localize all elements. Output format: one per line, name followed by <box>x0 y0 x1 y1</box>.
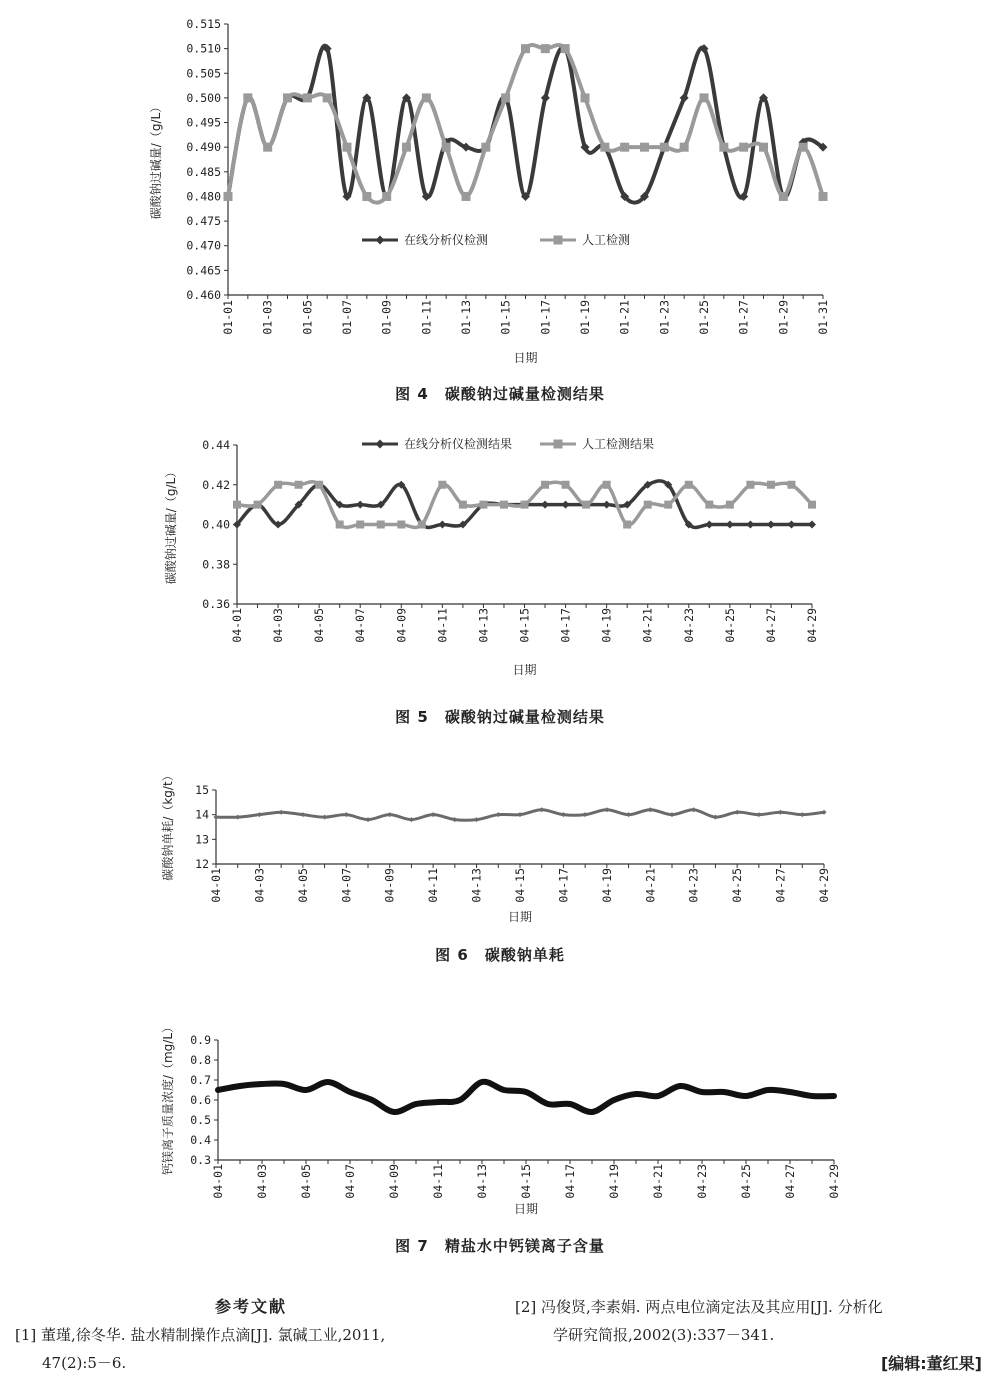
x-tick-label: 04-01 <box>230 608 244 643</box>
x-tick-label: 04-05 <box>295 868 310 903</box>
x-axis-label: 日期 <box>513 1202 539 1216</box>
y-tick-label: 0.7 <box>190 1073 211 1087</box>
caption-fig4: 图 4 碳酸钠过碱量检测结果 <box>395 385 605 403</box>
y-tick-label: 0.500 <box>186 90 221 105</box>
x-tick-label: 04-15 <box>519 1164 533 1199</box>
x-tick-label: 04-17 <box>563 1164 577 1199</box>
y-tick-label: 0.470 <box>186 238 221 253</box>
editor-note: [编辑:董红果] <box>880 1354 982 1373</box>
series-1 <box>218 1082 834 1112</box>
x-tick-label: 04-23 <box>686 868 701 903</box>
y-tick-label: 14 <box>195 807 209 822</box>
x-tick-label: 01-11 <box>419 300 434 335</box>
x-axis-label: 日期 <box>512 663 537 677</box>
y-tick-label: 0.505 <box>186 66 221 81</box>
x-tick-label: 04-27 <box>783 1164 797 1199</box>
x-tick-label: 01-15 <box>498 299 513 335</box>
y-axis-label: 碳酸钠过碱量/（g/L） <box>164 465 178 585</box>
x-tick-label: 04-17 <box>558 608 573 643</box>
y-axis-label: 碳酸钠单耗/（kg/t） <box>161 769 175 881</box>
y-tick-label: 0.465 <box>186 263 221 278</box>
x-tick-label: 01-27 <box>736 300 751 335</box>
reference-1-line-1: [1] 董瑾,徐冬华. 盐水精制操作点滴[J]. 氯碱工业,2011, <box>15 1326 386 1344</box>
x-tick-label: 04-05 <box>299 1164 313 1199</box>
caption-fig7: 图 7 精盐水中钙镁离子含量 <box>395 1237 605 1255</box>
x-tick-label: 04-21 <box>651 1164 665 1199</box>
x-tick-label: 01-13 <box>459 300 473 335</box>
y-tick-label: 0.4 <box>190 1133 211 1147</box>
x-tick-label: 01-09 <box>379 300 394 335</box>
x-tick-label: 04-09 <box>394 608 409 643</box>
x-tick-label: 04-07 <box>353 608 368 643</box>
x-tick-label: 04-17 <box>556 868 571 903</box>
x-tick-label: 04-07 <box>343 1164 357 1199</box>
x-tick-label: 01-03 <box>260 300 275 335</box>
x-tick-label: 04-11 <box>431 1164 445 1199</box>
y-axis-label: 碳酸钠过碱量/（g/L） <box>149 100 163 220</box>
x-tick-label: 01-01 <box>221 300 235 335</box>
legend-label: 在线分析仪检测 <box>404 233 489 247</box>
x-tick-label: 01-25 <box>697 300 711 335</box>
reference-2-line-2: 学研究简报,2002(3):337－341. <box>553 1326 775 1344</box>
x-tick-label: 04-11 <box>435 608 450 643</box>
x-tick-label: 04-09 <box>387 1164 401 1199</box>
x-tick-label: 04-25 <box>730 868 745 903</box>
reference-1-line-2: 47(2):5－6. <box>42 1354 127 1372</box>
y-tick-label: 0.42 <box>202 477 230 492</box>
y-tick-label: 0.44 <box>202 438 230 452</box>
legend-label: 人工检测 <box>582 233 631 247</box>
y-tick-label: 0.9 <box>190 1033 211 1047</box>
x-tick-label: 04-13 <box>475 1164 489 1199</box>
x-tick-label: 01-31 <box>816 300 830 335</box>
x-axis-label: 日期 <box>507 910 533 924</box>
y-tick-label: 12 <box>195 857 209 871</box>
x-tick-label: 04-27 <box>763 608 778 643</box>
legend-label: 人工检测结果 <box>582 437 655 451</box>
x-tick-label: 01-23 <box>657 300 672 335</box>
y-tick-label: 0.480 <box>186 189 221 204</box>
y-tick-label: 0.3 <box>190 1153 211 1167</box>
y-tick-label: 0.490 <box>186 140 221 155</box>
x-tick-label: 04-27 <box>773 868 788 903</box>
x-tick-label: 04-29 <box>827 1164 841 1199</box>
references-title: 参考文献 <box>215 1297 288 1316</box>
x-tick-label: 04-13 <box>469 868 484 903</box>
x-tick-label: 04-03 <box>271 608 286 643</box>
x-tick-label: 01-29 <box>776 300 791 335</box>
references-section <box>0 1290 1000 1395</box>
x-tick-label: 04-03 <box>255 1164 269 1199</box>
x-tick-label: 04-19 <box>599 868 614 903</box>
y-tick-label: 0.40 <box>202 517 230 532</box>
x-tick-label: 04-21 <box>643 868 658 903</box>
y-tick-label: 0.36 <box>202 597 230 611</box>
x-tick-label: 04-21 <box>640 608 655 643</box>
series-line <box>218 1082 834 1112</box>
x-tick-label: 04-09 <box>382 868 397 903</box>
y-tick-label: 0.460 <box>186 288 221 302</box>
x-tick-label: 04-11 <box>426 868 441 903</box>
x-tick-label: 04-13 <box>476 608 491 643</box>
y-tick-label: 0.485 <box>186 164 221 179</box>
x-tick-label: 04-01 <box>211 1164 225 1199</box>
y-axis-label: 钙镁离子质量浓度/（mg/L） <box>161 1020 175 1176</box>
x-tick-label: 01-21 <box>617 300 632 335</box>
y-tick-label: 0.475 <box>186 214 221 229</box>
x-tick-label: 04-23 <box>681 608 696 643</box>
y-tick-label: 13 <box>195 832 209 847</box>
caption-fig6: 图 6 碳酸钠单耗 <box>435 946 565 964</box>
x-tick-label: 04-23 <box>695 1164 709 1199</box>
x-tick-label: 01-05 <box>300 300 315 335</box>
x-tick-label: 04-25 <box>722 608 737 643</box>
x-tick-label: 04-07 <box>339 868 354 903</box>
x-tick-label: 04-19 <box>599 608 614 643</box>
y-tick-label: 0.6 <box>190 1093 211 1107</box>
x-tick-label: 04-01 <box>209 868 223 903</box>
x-tick-label: 01-07 <box>340 300 354 335</box>
x-tick-label: 04-29 <box>805 608 819 643</box>
y-tick-label: 0.515 <box>186 17 221 31</box>
x-tick-label: 04-19 <box>607 1164 621 1199</box>
x-tick-label: 04-25 <box>739 1164 753 1199</box>
reference-2-line-1: [2] 冯俊贤,李素娟. 两点电位滴定法及其应用[J]. 分析化 <box>515 1298 883 1316</box>
y-tick-label: 0.8 <box>190 1053 211 1067</box>
y-tick-label: 0.5 <box>190 1113 211 1127</box>
y-tick-label: 0.495 <box>186 115 221 130</box>
x-tick-label: 04-29 <box>817 868 831 903</box>
x-tick-label: 04-03 <box>252 868 267 903</box>
caption-fig5: 图 5 碳酸钠过碱量检测结果 <box>395 708 605 726</box>
x-tick-label: 04-05 <box>312 608 327 643</box>
legend-label: 在线分析仪检测结果 <box>404 437 513 451</box>
x-tick-label: 01-19 <box>578 300 592 335</box>
x-axis-label: 日期 <box>513 351 538 365</box>
x-tick-label: 04-15 <box>517 608 532 643</box>
y-tick-label: 0.510 <box>186 41 221 56</box>
x-tick-label: 04-15 <box>513 868 527 903</box>
y-tick-label: 0.38 <box>202 557 230 572</box>
x-tick-label: 01-17 <box>538 300 553 335</box>
y-tick-label: 15 <box>195 783 209 797</box>
